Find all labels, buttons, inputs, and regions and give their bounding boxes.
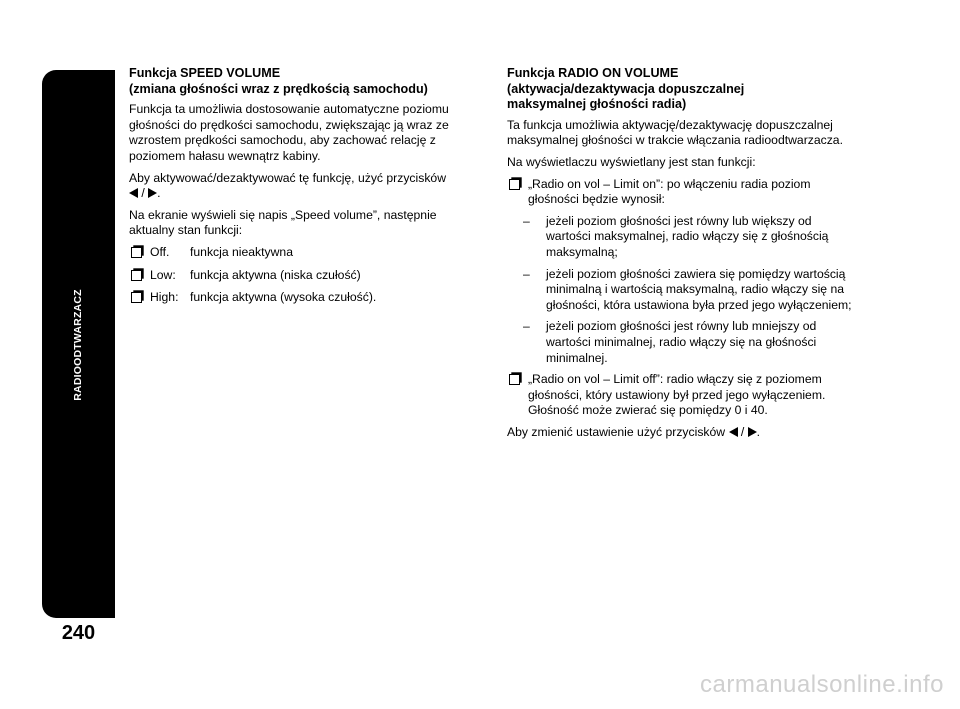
checkbox-bullet-icon <box>131 270 142 281</box>
triangle-left-icon <box>129 188 138 198</box>
watermark: carmanualsonline.info <box>700 671 944 698</box>
speed-volume-heading: Funkcja SPEED VOLUME (zmiana głośności wraz z prędkością samochodu) <box>129 66 428 96</box>
radio-on-volume-description: Ta funkcja umożliwia aktywację/dezaktywację dopuszczalnej maksymalnej głośności w trakcie włączania radioodtwarzacza. <box>507 117 843 148</box>
dash-list-item: – jeżeli poziom głośności zawiera się pomiędzy wartością minimalną i wartością maksymalną, radio włączy się na głośności, która ustawiona była przed jego wyłączeniem; <box>523 266 852 312</box>
page-number: 240 <box>61 622 96 644</box>
right-column <box>507 66 857 446</box>
checkbox-bullet-icon <box>131 292 142 303</box>
speed-volume-description: Funkcja ta umożliwia dostosowanie automatyczne poziomu głośności do prędkości samochodu, zwiększając ją wraz ze wzrostem prędkości samochodu, aby zachować relację z poziomem hałasu wewnątrz kabiny. <box>129 102 449 163</box>
radio-on-volume-heading: Funkcja RADIO ON VOLUME (aktywacja/dezaktywacja dopuszczalnej maksymalnej głośności radia) <box>507 66 745 112</box>
dash-list-item: – jeżeli poziom głośności jest równy lub większy od wartości maksymalnej, radio włączy się z głośnością maksymalną; <box>523 213 829 259</box>
section-label: RADIOODTWARZACZ <box>72 289 84 401</box>
left-column <box>129 66 469 313</box>
nav-arrows: / . <box>129 186 161 200</box>
radio-on-volume-instruction: Aby zmienić ustawienie użyć przycisków / . <box>507 424 761 439</box>
list-item: Off. funkcja nieaktywna <box>129 245 469 261</box>
checkbox-bullet-icon <box>509 374 520 385</box>
triangle-right-icon <box>748 427 757 437</box>
speed-volume-options <box>129 245 469 306</box>
checkbox-bullet-icon <box>509 179 520 190</box>
dash-list-item: – jeżeli poziom głośności jest równy lub mniejszy od wartości minimalnej, radio włączy się na głośności minimalnej. <box>523 319 817 365</box>
list-item: „Radio on vol – Limit off”: radio włączy się z poziomem głośności, który ustawiony był przed jego wyłączeniem. Głośność może zwierać się pomiędzy 0 i 40. <box>507 372 857 419</box>
triangle-right-icon <box>148 188 157 198</box>
speed-volume-display-note: Na ekranie wyświeli się napis „Speed volume”, następnie aktualny stan funkcji: <box>129 207 437 238</box>
nav-arrows: / . <box>729 425 761 439</box>
checkbox-bullet-icon <box>131 247 142 258</box>
triangle-left-icon <box>729 427 738 437</box>
list-item: „Radio on vol – Limit on”: po włączeniu radia poziom głośności będzie wynosił: <box>507 177 857 208</box>
list-item: Low: funkcja aktywna (niska czułość) <box>129 268 469 284</box>
radio-on-volume-display-note: Na wyświetlaczu wyświetlany jest stan funkcji: <box>507 154 756 169</box>
list-item: High: funkcja aktywna (wysoka czułość). <box>129 290 469 306</box>
speed-volume-instruction: Aby aktywować/dezaktywować tę funkcję, użyć przycisków / . <box>129 170 446 201</box>
